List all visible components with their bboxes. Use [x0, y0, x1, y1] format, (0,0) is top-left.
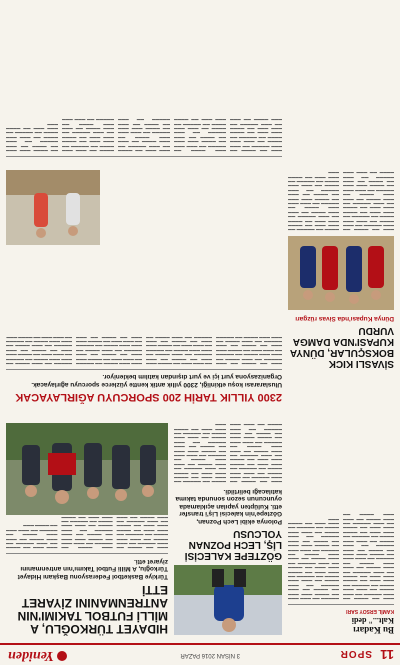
column-body	[288, 351, 394, 601]
middle-lede: Polonya ekibi Lech Poznan, Göztepe'nin kalecisi Liş'i transfer etti. Kulüpten yapılan açıklamada oyuncunun sezon sonunda takıma katılacağı belirtildi.	[175, 488, 282, 525]
bottom-kicker: Dünya Kupası'nda Sivas rüzgarı	[295, 315, 394, 322]
kickboxers-photo	[288, 237, 394, 311]
brand-name: Yeniden	[8, 648, 54, 663]
logo-icon	[57, 651, 67, 661]
bottom-headline: SİVASLI KICK BOKSÇULAR, DÜNYA KUPASI'NDA DAMGA VURDU	[290, 325, 394, 369]
main-photo	[6, 423, 168, 515]
opinion-column	[288, 351, 394, 635]
column-title: Bu Kadarı	[353, 625, 394, 635]
goalkeeper-graphic	[174, 565, 282, 635]
feature-lede: Uluslararası koşu etkinliği, 2300 yıllık antik kentte yüzlerce sporcuyu ağırlayacak. Organizasyona yurt içi ve yurt dışından katılım bekleniyor.	[31, 373, 282, 388]
date-line: 3 NİSAN 2016 PAZAR	[180, 652, 240, 658]
feature-headline: 2300 YILLIK TARİH 200 SPORCUYU AĞIRLAYACAK	[15, 391, 282, 403]
filler-text: ▬▬▬ ▬▬ ▬▬▬▬ ▬▬ ▬▬▬ ▬▬▬▬▬ ▬▬ ▬▬▬ ▬▬▬▬ ▬▬ ▬▬▬ ▬▬▬ ▬▬▬▬ ▬▬ ▬▬▬▬▬ ▬▬ ▬▬▬ ▬▬▬ ▬▬ ▬▬▬▬ ▬▬▬ ▬▬▬ ▬▬ ▬▬▬▬ ▬▬ ▬▬▬ ▬▬▬▬▬ ▬▬ ▬▬▬ ▬▬▬▬ ▬▬ ▬▬▬ ▬▬▬ ▬▬▬▬ ▬▬ ▬▬▬▬▬ ▬▬ ▬▬▬ ▬▬▬ ▬▬ ▬▬▬▬ ▬▬▬ ▬▬▬ ▬▬ ▬▬▬▬ ▬▬ ▬▬▬ ▬▬▬▬▬ ▬▬ ▬▬▬ ▬▬▬▬ ▬▬ ▬▬▬ ▬▬▬ ▬▬▬▬ ▬▬ ▬▬▬▬▬ ▬▬ ▬▬▬ ▬▬▬ ▬▬ ▬▬▬▬ ▬▬▬ ▬▬▬ ▬▬ ▬▬▬▬ ▬▬ ▬▬▬ ▬▬▬▬▬ ▬▬ ▬▬▬ ▬▬▬▬ ▬▬ ▬▬▬ ▬▬▬ ▬▬▬▬ ▬▬ ▬▬▬▬▬ ▬▬ ▬▬▬ ▬▬▬ ▬▬ ▬▬▬▬ ▬▬▬ ▬▬▬ ▬▬ ▬▬▬▬ ▬▬ ▬▬▬ ▬▬▬▬▬ ▬▬ ▬▬▬ ▬▬▬▬ ▬▬ ▬▬▬ ▬▬▬ ▬▬▬▬ ▬▬ ▬▬▬▬▬ ▬▬ ▬▬▬ ▬▬▬ ▬▬ ▬▬▬▬ ▬▬▬ ▬▬▬ ▬▬ ▬▬▬▬ ▬▬ ▬▬▬ ▬▬▬▬▬ ▬▬ ▬▬▬ ▬▬▬▬ ▬▬ ▬▬▬ ▬▬▬ ▬▬▬▬ ▬▬ ▬▬▬▬▬ ▬▬ ▬▬▬ ▬▬▬ ▬▬ ▬▬▬▬ ▬▬▬ ▬▬▬ ▬▬ ▬▬▬▬ ▬▬ ▬▬▬ ▬▬▬▬▬ ▬▬ ▬▬▬ ▬▬▬▬ ▬▬ ▬▬▬ ▬▬▬ ▬▬▬▬ ▬▬ ▬▬▬▬▬ ▬▬ ▬▬▬ ▬▬▬ ▬▬ ▬▬▬▬ ▬▬▬	[6, 335, 282, 366]
filler-text: ▬▬▬ ▬▬ ▬▬▬▬ ▬▬ ▬▬▬ ▬▬▬▬▬ ▬▬ ▬▬▬ ▬▬▬▬ ▬▬ ▬▬▬ ▬▬▬ ▬▬▬▬ ▬▬ ▬▬▬▬▬ ▬▬ ▬▬▬ ▬▬▬ ▬▬ ▬▬▬▬ ▬▬▬ ▬▬▬ ▬▬ ▬▬▬▬ ▬▬ ▬▬▬ ▬▬▬▬▬ ▬▬ ▬▬▬ ▬▬▬▬ ▬▬ ▬▬▬ ▬▬▬ ▬▬▬▬ ▬▬ ▬▬▬▬▬ ▬▬ ▬▬▬ ▬▬▬ ▬▬ ▬▬▬▬ ▬▬▬ ▬▬▬ ▬▬ ▬▬▬▬ ▬▬ ▬▬▬ ▬▬▬▬▬ ▬▬ ▬▬▬ ▬▬▬▬ ▬▬ ▬▬▬ ▬▬▬ ▬▬▬▬ ▬▬ ▬▬▬▬▬ ▬▬ ▬▬▬ ▬▬▬ ▬▬ ▬▬▬▬ ▬▬▬ ▬▬▬ ▬▬ ▬▬▬▬ ▬▬ ▬▬▬ ▬▬▬▬▬ ▬▬ ▬▬▬ ▬▬▬▬ ▬▬ ▬▬▬ ▬▬▬ ▬▬▬▬ ▬▬ ▬▬▬▬▬ ▬▬ ▬▬▬ ▬▬▬ ▬▬ ▬▬▬▬ ▬▬▬ ▬▬▬ ▬▬ ▬▬▬▬ ▬▬ ▬▬▬ ▬▬▬▬▬ ▬▬ ▬▬▬ ▬▬▬▬ ▬▬ ▬▬▬ ▬▬▬ ▬▬▬▬ ▬▬ ▬▬▬▬▬ ▬▬ ▬▬▬ ▬▬▬ ▬▬ ▬▬▬▬ ▬▬▬	[288, 171, 394, 233]
kickboxers-graphic	[288, 237, 394, 311]
divider	[6, 554, 168, 555]
bottom-story	[288, 63, 394, 370]
goalkeeper-photo	[174, 565, 282, 635]
main-headline: HIDAYET TÜRKOĞLU, A MİLLİ FUTBOL TAKIMI'NIN ANTRENMANINI ZİYARET ETTİ	[17, 583, 168, 636]
bottom-body	[288, 63, 394, 233]
filler-text: ▬▬▬ ▬▬ ▬▬▬▬ ▬▬ ▬▬▬ ▬▬▬▬▬ ▬▬ ▬▬▬ ▬▬▬▬ ▬▬ ▬▬▬ ▬▬▬ ▬▬▬▬ ▬▬ ▬▬▬▬▬ ▬▬ ▬▬▬ ▬▬▬ ▬▬ ▬▬▬▬ ▬▬▬ ▬▬▬ ▬▬ ▬▬▬▬ ▬▬ ▬▬▬ ▬▬▬▬▬ ▬▬ ▬▬▬ ▬▬▬▬ ▬▬ ▬▬▬ ▬▬▬ ▬▬▬▬ ▬▬ ▬▬▬▬▬ ▬▬ ▬▬▬ ▬▬▬ ▬▬ ▬▬▬▬ ▬▬▬ ▬▬▬ ▬▬ ▬▬▬▬ ▬▬ ▬▬▬ ▬▬▬▬▬ ▬▬ ▬▬▬ ▬▬▬▬ ▬▬ ▬▬▬ ▬▬▬ ▬▬▬▬ ▬▬ ▬▬▬▬▬ ▬▬ ▬▬▬ ▬▬▬ ▬▬ ▬▬▬▬ ▬▬▬ ▬▬▬ ▬▬ ▬▬▬▬ ▬▬ ▬▬▬ ▬▬▬▬▬ ▬▬ ▬▬▬ ▬▬▬▬ ▬▬ ▬▬▬ ▬▬▬ ▬▬▬▬ ▬▬ ▬▬▬▬▬ ▬▬ ▬▬▬ ▬▬▬ ▬▬ ▬▬▬▬ ▬▬▬ ▬▬▬ ▬▬ ▬▬▬▬ ▬▬ ▬▬▬ ▬▬▬▬▬ ▬▬ ▬▬▬ ▬▬▬▬ ▬▬ ▬▬▬ ▬▬▬ ▬▬▬▬ ▬▬ ▬▬▬▬▬ ▬▬ ▬▬▬ ▬▬▬ ▬▬ ▬▬▬▬ ▬▬▬ ▬▬▬ ▬▬ ▬▬▬▬ ▬▬ ▬▬▬ ▬▬▬▬▬ ▬▬ ▬▬▬ ▬▬▬▬ ▬▬ ▬▬▬ ▬▬▬ ▬▬▬▬ ▬▬ ▬▬▬▬▬ ▬▬ ▬▬▬ ▬▬▬ ▬▬ ▬▬▬▬ ▬▬▬ ▬▬▬ ▬▬ ▬▬▬▬ ▬▬ ▬▬▬ ▬▬▬▬▬ ▬▬ ▬▬▬ ▬▬▬▬ ▬▬ ▬▬▬ ▬▬▬ ▬▬▬▬ ▬▬ ▬▬▬▬▬ ▬▬ ▬▬▬ ▬▬▬ ▬▬ ▬▬▬▬ ▬▬▬	[288, 513, 394, 601]
masthead	[0, 643, 400, 665]
brand-logo	[8, 647, 67, 663]
bottom-strip	[6, 3, 282, 160]
divider	[288, 604, 394, 605]
column-subtitle: Kalt..." dedi	[351, 616, 394, 625]
divider	[6, 156, 282, 157]
column-author: KAMİL ERSOY SARI	[346, 608, 394, 614]
divider	[6, 369, 282, 370]
main-lede: Türkiye Basketbol Federasyonu Başkanı Hidayet Türkoğlu, A Milli Futbol Takımı'nın antrenmanını ziyaret etti.	[17, 558, 168, 580]
runners-photo	[6, 170, 100, 245]
feature-body	[6, 246, 282, 366]
page-number: 11	[380, 647, 394, 662]
filler-text: ▬▬▬ ▬▬ ▬▬▬▬ ▬▬ ▬▬▬ ▬▬▬▬▬ ▬▬ ▬▬▬ ▬▬▬▬ ▬▬ ▬▬▬ ▬▬▬ ▬▬▬▬ ▬▬ ▬▬▬▬▬ ▬▬ ▬▬▬ ▬▬▬ ▬▬ ▬▬▬▬ ▬▬▬ ▬▬▬ ▬▬ ▬▬▬▬ ▬▬ ▬▬▬ ▬▬▬▬▬ ▬▬ ▬▬▬ ▬▬▬▬ ▬▬ ▬▬▬ ▬▬▬ ▬▬▬▬ ▬▬ ▬▬▬▬▬ ▬▬ ▬▬▬ ▬▬▬ ▬▬ ▬▬▬▬ ▬▬▬ ▬▬▬ ▬▬ ▬▬▬▬ ▬▬ ▬▬▬ ▬▬▬▬▬ ▬▬ ▬▬▬ ▬▬▬▬ ▬▬ ▬▬▬ ▬▬▬ ▬▬▬▬ ▬▬ ▬▬▬▬▬ ▬▬ ▬▬▬ ▬▬▬ ▬▬ ▬▬▬▬ ▬▬▬ ▬▬▬ ▬▬ ▬▬▬▬ ▬▬ ▬▬▬ ▬▬▬▬▬ ▬▬ ▬▬▬ ▬▬▬▬ ▬▬ ▬▬▬ ▬▬▬ ▬▬▬▬ ▬▬ ▬▬▬▬▬ ▬▬ ▬▬▬ ▬▬▬ ▬▬ ▬▬▬▬ ▬▬▬	[6, 515, 168, 551]
filler-text: ▬▬▬ ▬▬ ▬▬▬▬ ▬▬ ▬▬▬ ▬▬▬▬▬ ▬▬ ▬▬▬ ▬▬▬▬ ▬▬ ▬▬▬ ▬▬▬ ▬▬▬▬ ▬▬ ▬▬▬▬▬ ▬▬ ▬▬▬ ▬▬▬ ▬▬ ▬▬▬▬ ▬▬▬ ▬▬▬ ▬▬ ▬▬▬▬ ▬▬ ▬▬▬ ▬▬▬▬▬ ▬▬ ▬▬▬ ▬▬▬▬ ▬▬ ▬▬▬ ▬▬▬ ▬▬▬▬ ▬▬ ▬▬▬▬▬ ▬▬ ▬▬▬ ▬▬▬ ▬▬ ▬▬▬▬ ▬▬▬ ▬▬▬ ▬▬ ▬▬▬▬ ▬▬ ▬▬▬ ▬▬▬▬▬ ▬▬ ▬▬▬ ▬▬▬▬ ▬▬ ▬▬▬ ▬▬▬ ▬▬▬▬ ▬▬ ▬▬▬▬▬ ▬▬ ▬▬▬ ▬▬▬ ▬▬ ▬▬▬▬ ▬▬▬ ▬▬▬ ▬▬ ▬▬▬▬ ▬▬ ▬▬▬ ▬▬▬▬▬ ▬▬ ▬▬▬ ▬▬▬▬ ▬▬ ▬▬▬ ▬▬▬ ▬▬▬▬ ▬▬ ▬▬▬▬▬ ▬▬ ▬▬▬ ▬▬▬ ▬▬ ▬▬▬▬ ▬▬▬ ▬▬▬ ▬▬ ▬▬▬▬ ▬▬ ▬▬▬ ▬▬▬▬▬ ▬▬ ▬▬▬ ▬▬▬▬ ▬▬ ▬▬▬ ▬▬▬ ▬▬▬▬ ▬▬ ▬▬▬▬▬ ▬▬ ▬▬▬ ▬▬▬ ▬▬ ▬▬▬▬ ▬▬▬ ▬▬▬ ▬▬ ▬▬▬▬ ▬▬ ▬▬▬ ▬▬▬▬▬ ▬▬ ▬▬▬ ▬▬▬▬ ▬▬ ▬▬▬ ▬▬▬ ▬▬▬▬ ▬▬ ▬▬▬▬▬ ▬▬ ▬▬▬ ▬▬▬ ▬▬ ▬▬▬▬ ▬▬▬ ▬▬▬ ▬▬ ▬▬▬▬ ▬▬ ▬▬▬ ▬▬▬▬▬ ▬▬ ▬▬▬ ▬▬▬▬ ▬▬ ▬▬▬ ▬▬▬ ▬▬▬▬ ▬▬ ▬▬▬▬▬ ▬▬ ▬▬▬ ▬▬▬ ▬▬ ▬▬▬▬ ▬▬▬	[6, 118, 282, 153]
runners-graphic	[6, 170, 100, 245]
feature-story	[6, 246, 282, 403]
team-photo-graphic	[6, 423, 168, 515]
filler-text: ▬▬▬ ▬▬ ▬▬▬▬ ▬▬ ▬▬▬ ▬▬▬▬▬ ▬▬ ▬▬▬ ▬▬▬▬ ▬▬ ▬▬▬ ▬▬▬ ▬▬▬▬ ▬▬ ▬▬▬▬▬ ▬▬ ▬▬▬ ▬▬▬ ▬▬ ▬▬▬▬ ▬▬▬ ▬▬▬ ▬▬ ▬▬▬▬ ▬▬ ▬▬▬ ▬▬▬▬▬ ▬▬ ▬▬▬ ▬▬▬▬ ▬▬ ▬▬▬ ▬▬▬ ▬▬▬▬ ▬▬ ▬▬▬▬▬ ▬▬ ▬▬▬ ▬▬▬ ▬▬ ▬▬▬▬ ▬▬▬ ▬▬▬ ▬▬ ▬▬▬▬ ▬▬ ▬▬▬ ▬▬▬▬▬ ▬▬ ▬▬▬ ▬▬▬▬ ▬▬ ▬▬▬ ▬▬▬ ▬▬▬▬ ▬▬ ▬▬▬▬▬ ▬▬ ▬▬▬ ▬▬▬ ▬▬ ▬▬▬▬ ▬▬▬ ▬▬▬ ▬▬ ▬▬▬▬ ▬▬ ▬▬▬ ▬▬▬▬▬ ▬▬ ▬▬▬ ▬▬▬▬ ▬▬ ▬▬▬ ▬▬▬ ▬▬▬▬ ▬▬ ▬▬▬▬▬ ▬▬ ▬▬▬ ▬▬▬ ▬▬ ▬▬▬▬ ▬▬▬ ▬▬▬ ▬▬ ▬▬▬▬ ▬▬ ▬▬▬ ▬▬▬▬▬ ▬▬ ▬▬▬ ▬▬▬▬ ▬▬ ▬▬▬ ▬▬▬ ▬▬▬▬ ▬▬ ▬▬▬▬▬ ▬▬ ▬▬▬ ▬▬▬ ▬▬ ▬▬▬▬ ▬▬▬	[174, 423, 282, 485]
middle-story	[174, 375, 282, 636]
section-label: SPOR	[339, 648, 372, 659]
middle-headline: GÖZTEPE KALECİSİ LİŞ, LECH POZNAN YOLCUSU	[184, 528, 282, 561]
bottom-strip-body	[6, 3, 282, 153]
